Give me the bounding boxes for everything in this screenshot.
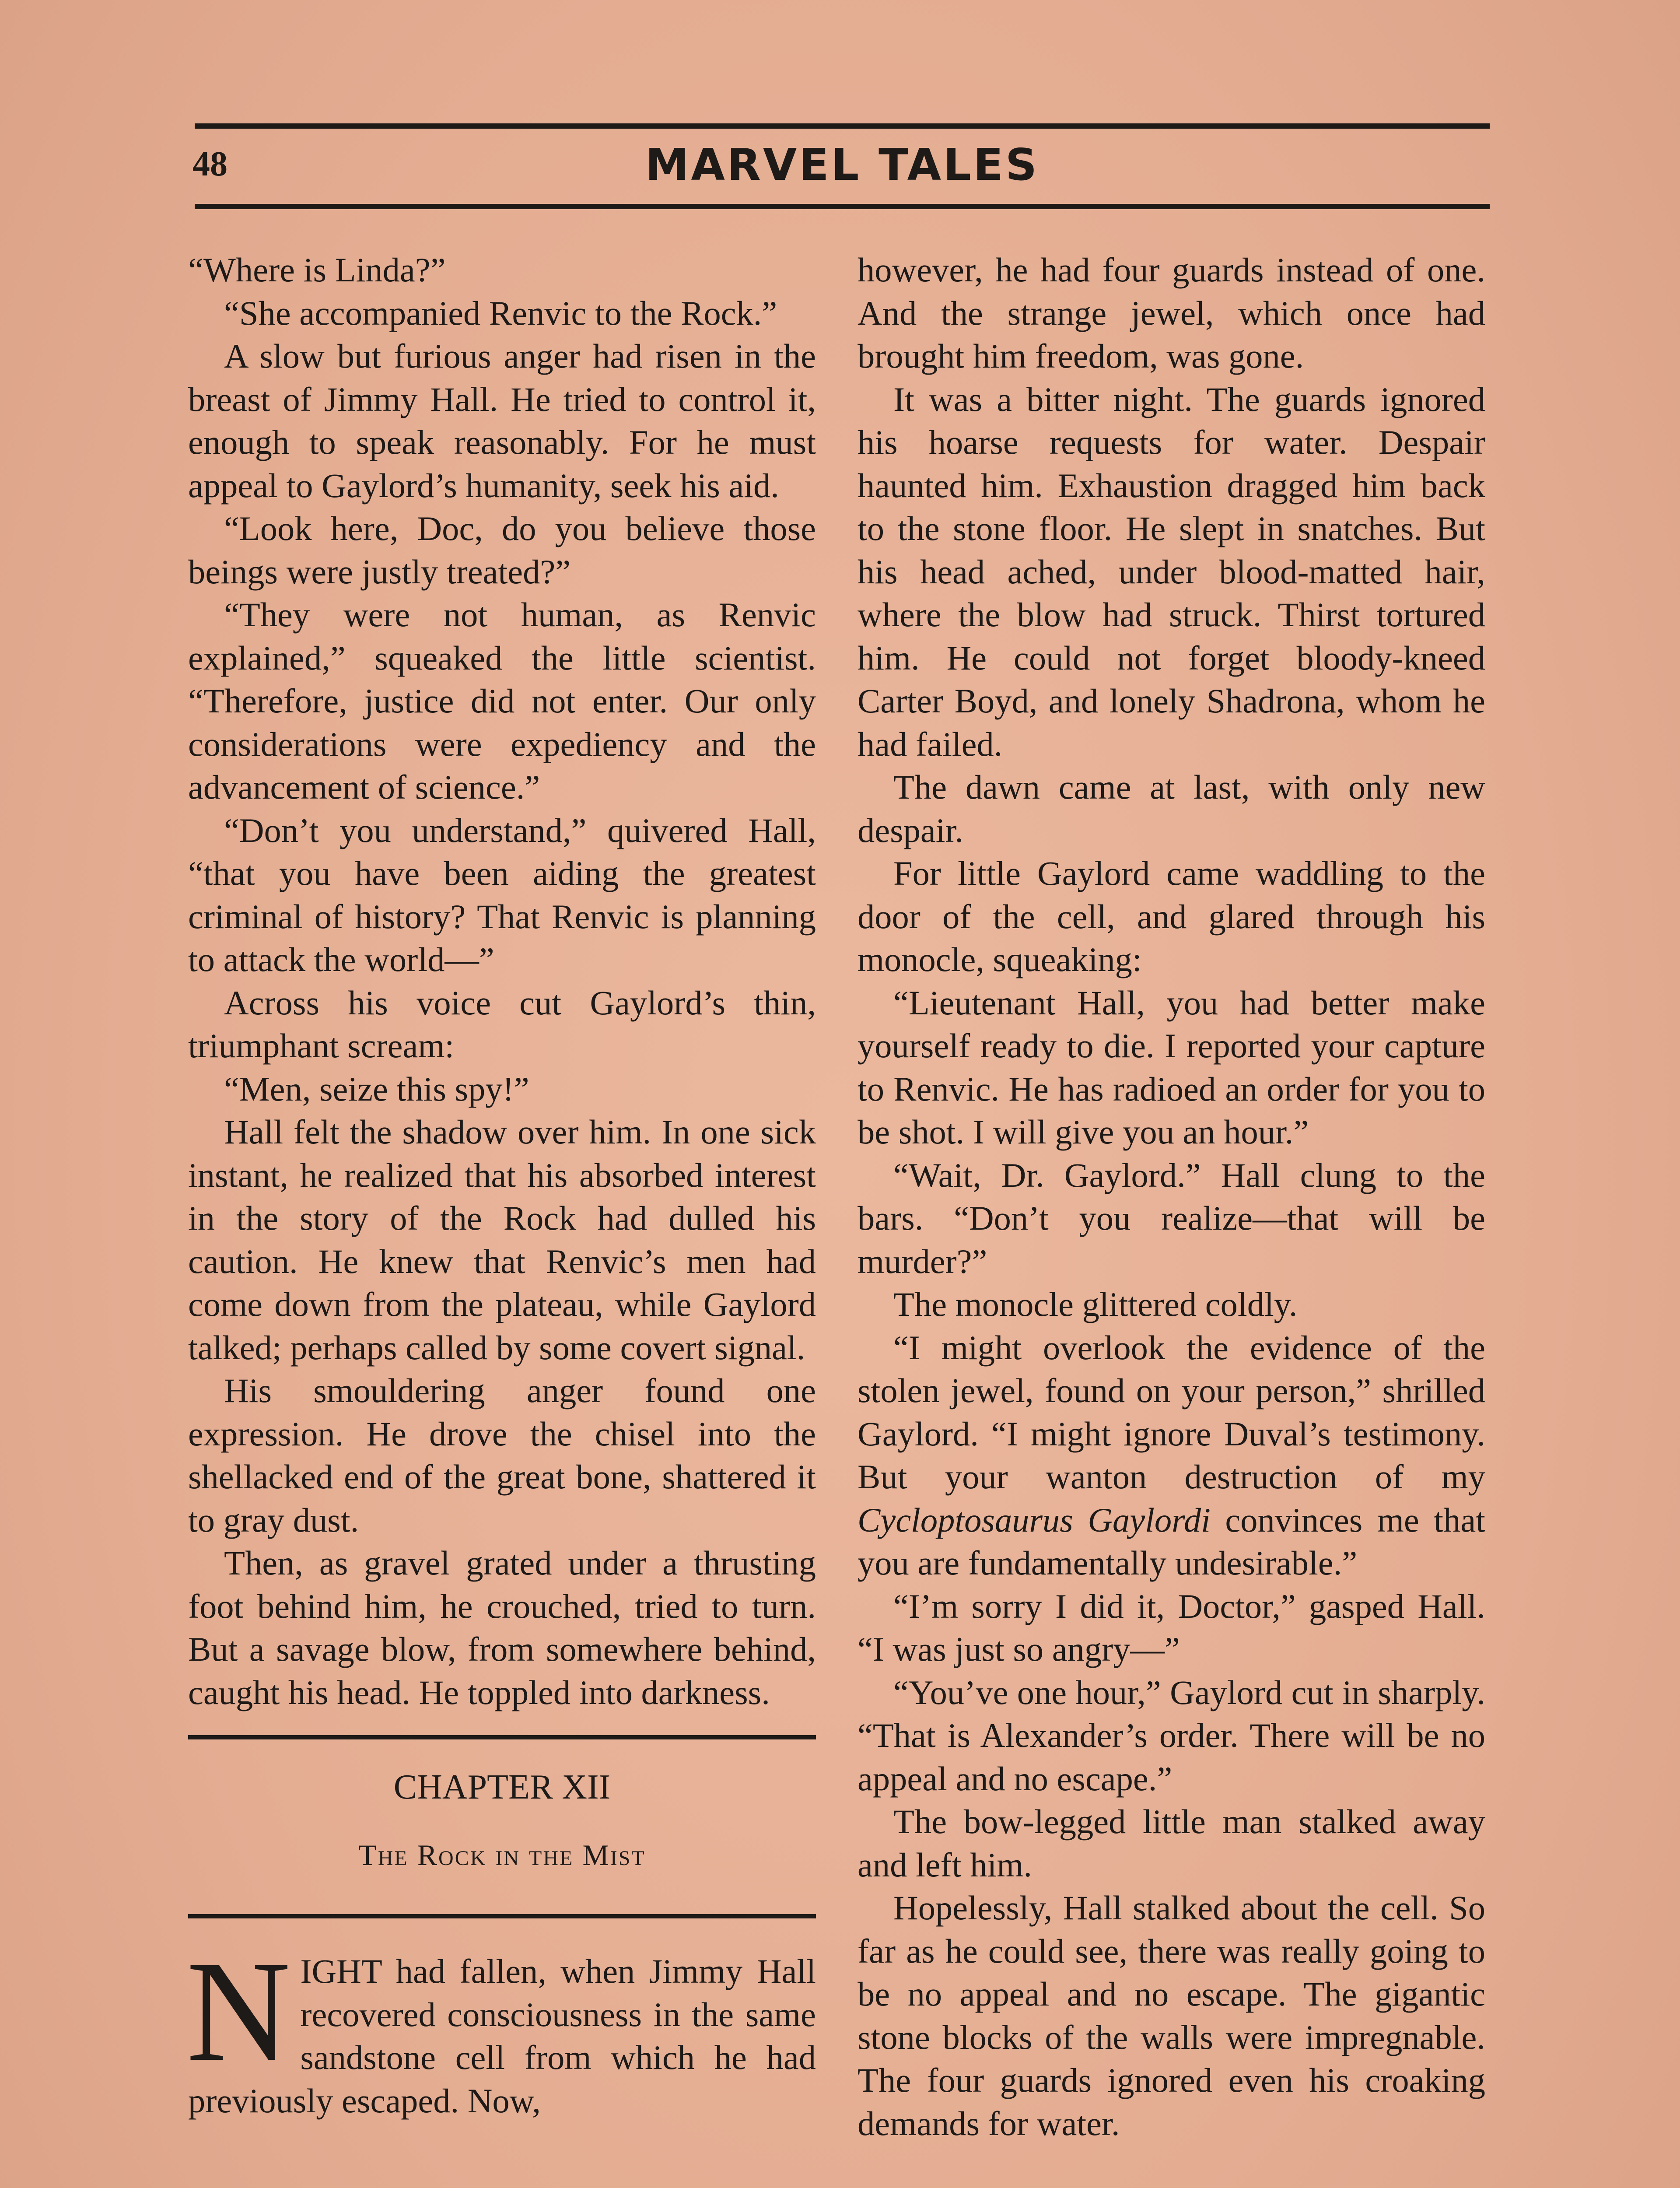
chapter-heading bbox=[188, 1735, 816, 1918]
paragraph: “Men, seize this spy!” bbox=[224, 1069, 529, 1108]
paragraph: “They were not human, as Renvic explained,” squeaked the little scientist. “Therefore, justice did not enter. Our only considerations were expediency and the advancement of science.” bbox=[188, 596, 816, 806]
chapter-top-rule bbox=[188, 1735, 816, 1739]
paragraph: “I’m sorry I did it, Doctor,” gasped Hall. “I was just so angry—” bbox=[858, 1587, 1485, 1668]
paragraph: It was a bitter night. The guards ignored his hoarse requests for water. Despair haunted him. Exhaustion dragged him back to the stone floor. He slept in snatches. But his head ached, under blood-matted hair, where the blow had struck. Thirst tortured him. He could not forget bloody-kneed Carter Boyd, and lonely Shadrona, whom he had failed. bbox=[858, 380, 1485, 763]
paragraph: Hopelessly, Hall stalked about the cell. So far as he could see, there was really going to be no appeal and no escape. The gigantic stone blocks of the walls were impregnable. The four guards ignored even his croaking demands for water. bbox=[858, 1889, 1485, 2142]
paragraph: however, he had four guards instead of one. And the strange jewel, which once had brought him freedom, was gone. bbox=[858, 251, 1485, 375]
paragraph: “Don’t you understand,” quivered Hall, “that you have been aiding the greatest criminal of history? That Renvic is planning to attack the world—” bbox=[188, 811, 816, 978]
paragraph: Then, as gravel grated under a thrusting foot behind him, he crouched, tried to turn. But a savage blow, from somewhere behind, caught his head. He toppled into darkness. bbox=[188, 1544, 816, 1711]
paragraph: The bow-legged little man stalked away and left him. bbox=[858, 1802, 1485, 1884]
species-name: Cycloptosaurus Gaylordi bbox=[858, 1501, 1211, 1539]
paragraph: For little Gaylord came waddling to the door of the cell, and glared through his monocle, squeaking: bbox=[858, 854, 1485, 978]
paragraph: Hall felt the shadow over him. In one sick instant, he realized that his absorbed interest in the story of the Rock had dulled his caution. He knew that Renvic’s men had come down from the plateau, while Gaylord talked; perhaps called by some covert signal. bbox=[188, 1113, 816, 1367]
right-column bbox=[858, 249, 1485, 2145]
header-bottom-rule bbox=[195, 204, 1490, 209]
paragraph: “You’ve one hour,” Gaylord cut in sharply. “That is Alexander’s order. There will be no appeal and no escape.” bbox=[858, 1673, 1485, 1798]
chapter-title: The Rock in the Mist bbox=[358, 1838, 646, 1872]
paragraph: “Look here, Doc, do you believe those beings were justly treated?” bbox=[188, 509, 816, 591]
paragraph: “Wait, Dr. Gaylord.” Hall clung to the bars. “Don’t you realize—that will be murder?” bbox=[858, 1156, 1485, 1280]
right-paragraphs bbox=[858, 249, 1485, 2145]
drop-cap: N bbox=[186, 1932, 291, 2091]
magazine-title: MARVEL TALES bbox=[645, 139, 1040, 190]
paragraph: “She accompanied Renvic to the Rock.” bbox=[224, 294, 777, 332]
first-paragraph-text: IGHT had fallen, when Jimmy Hall recovered consciousness in the same sandstone cell from which he had previously escaped. Now, bbox=[188, 1952, 816, 2120]
header-top-rule bbox=[195, 123, 1490, 129]
paragraph: “Where is Linda?” bbox=[188, 251, 446, 289]
chapter-bottom-rule bbox=[188, 1914, 816, 1918]
paragraph: A slow but furious anger had risen in the breast of Jimmy Hall. He tried to control it, enough to speak reasonably. For he must appeal to Gaylord’s humanity, seek his aid. bbox=[188, 337, 816, 505]
paragraph: “I might overlook the evidence of the stolen jewel, found on your person,” shrilled Gaylord. “I might ignore Duval’s testimony. But your wanton destruction of my Cycloptosaurus Gaylordi convinces me that you are fundamentally undesirable.” bbox=[858, 1328, 1485, 1582]
paragraph: “Lieutenant Hall, you had better make yourself ready to die. I reported your capture to Renvic. He has radioed an order for you to be shot. I will give you an hour.” bbox=[858, 983, 1485, 1151]
left-column bbox=[188, 249, 816, 2122]
chapter-first-paragraph bbox=[186, 1932, 816, 2122]
paragraph: Across his voice cut Gaylord’s thin, triumphant scream: bbox=[188, 983, 816, 1065]
paragraph: His smouldering anger found one expression. He drove the chisel into the shellacked end of the great bone, shattered it to gray dust. bbox=[188, 1371, 816, 1539]
page-number: 48 bbox=[192, 145, 228, 183]
paragraph: The dawn came at last, with only new despair. bbox=[858, 768, 1485, 849]
chapter-number: CHAPTER XII bbox=[393, 1768, 611, 1806]
left-paragraphs bbox=[188, 249, 816, 1714]
paragraph: The monocle glittered coldly. bbox=[893, 1285, 1298, 1323]
